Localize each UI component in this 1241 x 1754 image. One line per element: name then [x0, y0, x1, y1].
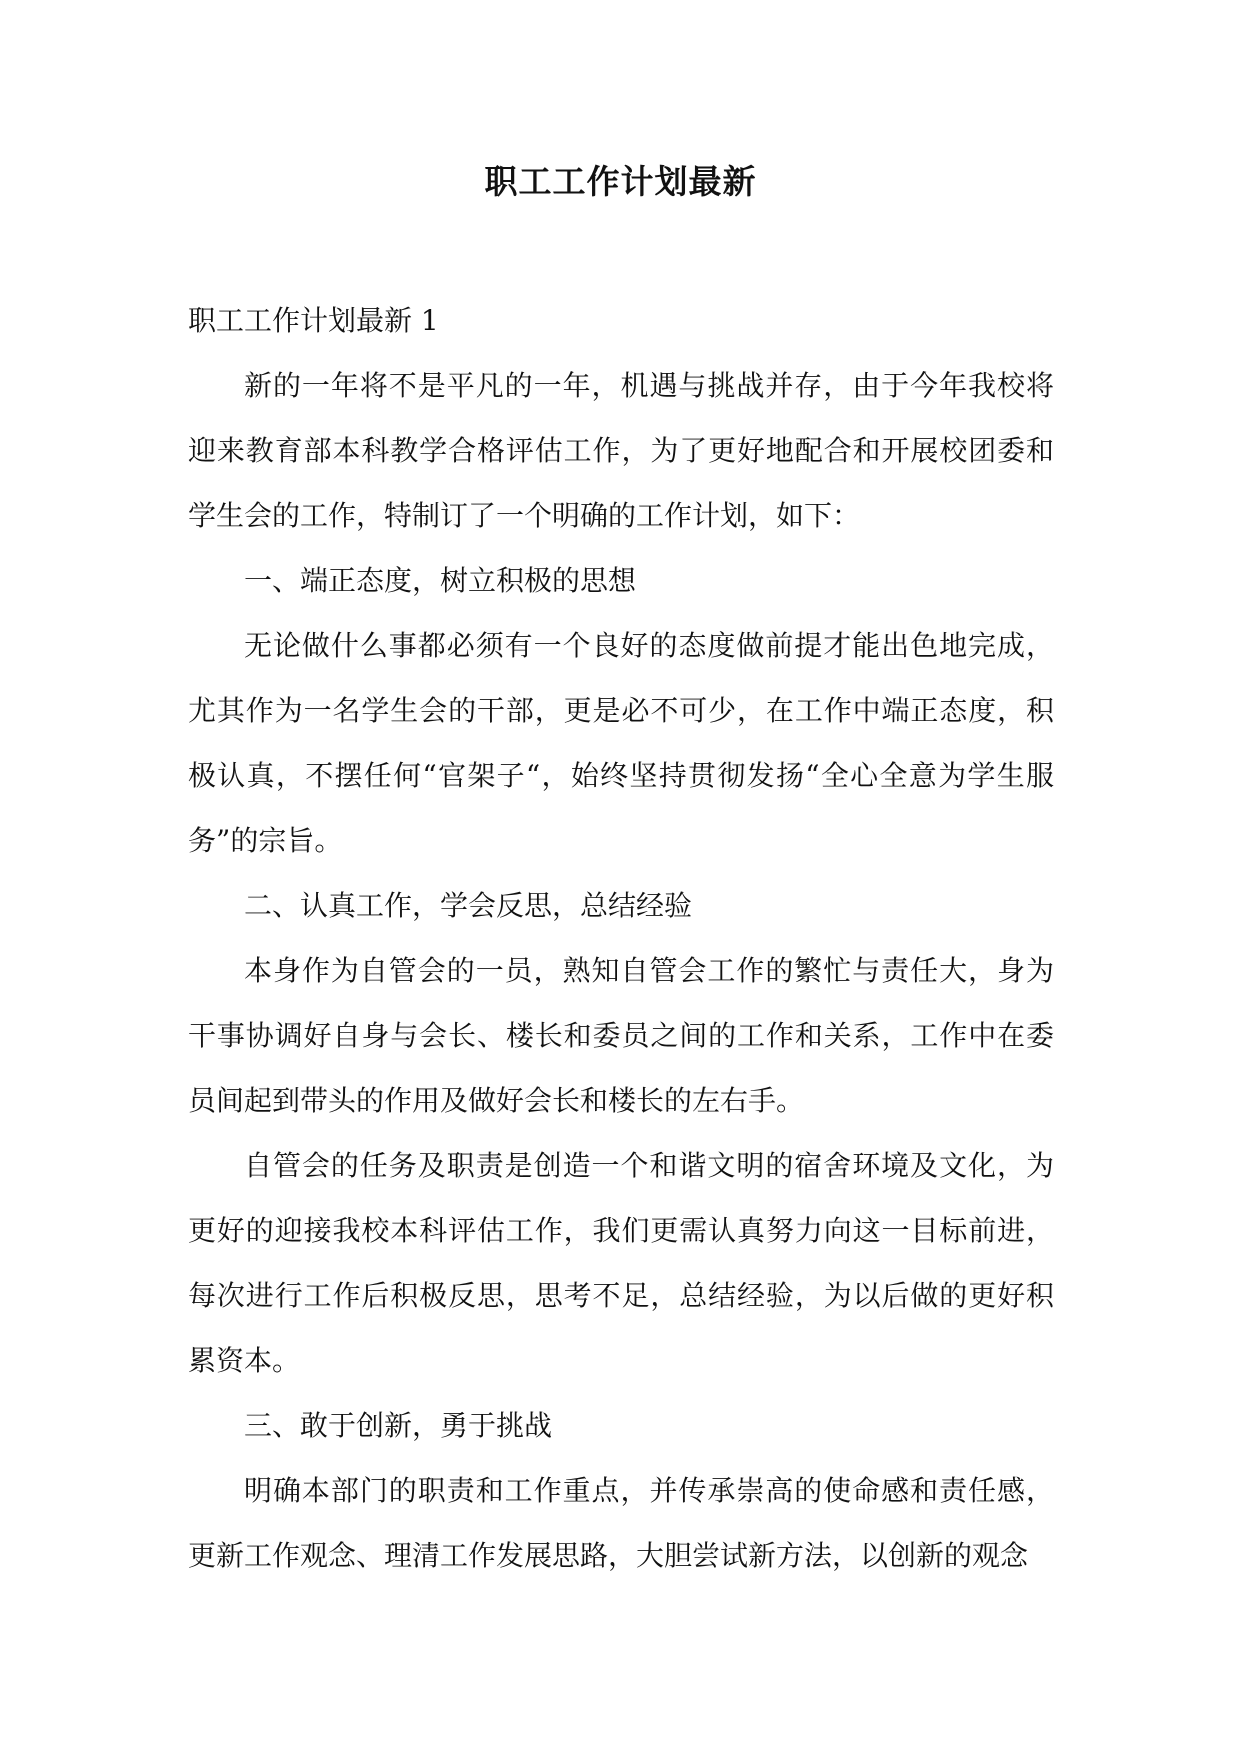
section-heading-three: 三、敢于创新，勇于挑战	[244, 1409, 553, 1442]
paragraph: 本身作为自管会的一员，熟知自管会工作的繁忙与责任大，身为干事协调好自身与会长、楼长和委员之间的工作和关系，工作中在委员间起到带头的作用及做好会长和楼长的左右手。	[188, 954, 1054, 1117]
section-heading-two: 二、认真工作，学会反思，总结经验	[244, 889, 693, 922]
paragraph: 自管会的任务及职责是创造一个和谐文明的宿舍环境及文化，为更好的迎接我校本科评估工作，我们更需认真努力向这一目标前进，每次进行工作后积极反思，思考不足，总结经验，为以后做的更好积累资本。	[188, 1149, 1054, 1377]
document-body	[188, 288, 1054, 1588]
paragraph: 无论做什么事都必须有一个良好的态度做前提才能出色地完成，尤其作为一名学生会的干部，更是必不可少，在工作中端正态度，积极认真，不摆任何“官架子“，始终坚持贯彻发扬“全心全意为学生服务”的宗旨。	[188, 629, 1054, 857]
section-heading: 职工工作计划最新 1	[188, 304, 439, 337]
document-title: 职工工作计划最新	[484, 162, 757, 201]
paragraph: 明确本部门的职责和工作重点，并传承崇高的使命感和责任感，更新工作观念、理清工作发展思路，大胆尝试新方法，以创新的观念	[188, 1474, 1054, 1572]
section-heading-one: 一、端正态度，树立积极的思想	[244, 564, 637, 597]
paragraph: 新的一年将不是平凡的一年，机遇与挑战并存，由于今年我校将迎来教育部本科教学合格评估工作，为了更好地配合和开展校团委和学生会的工作，特制订了一个明确的工作计划，如下：	[188, 369, 1054, 532]
